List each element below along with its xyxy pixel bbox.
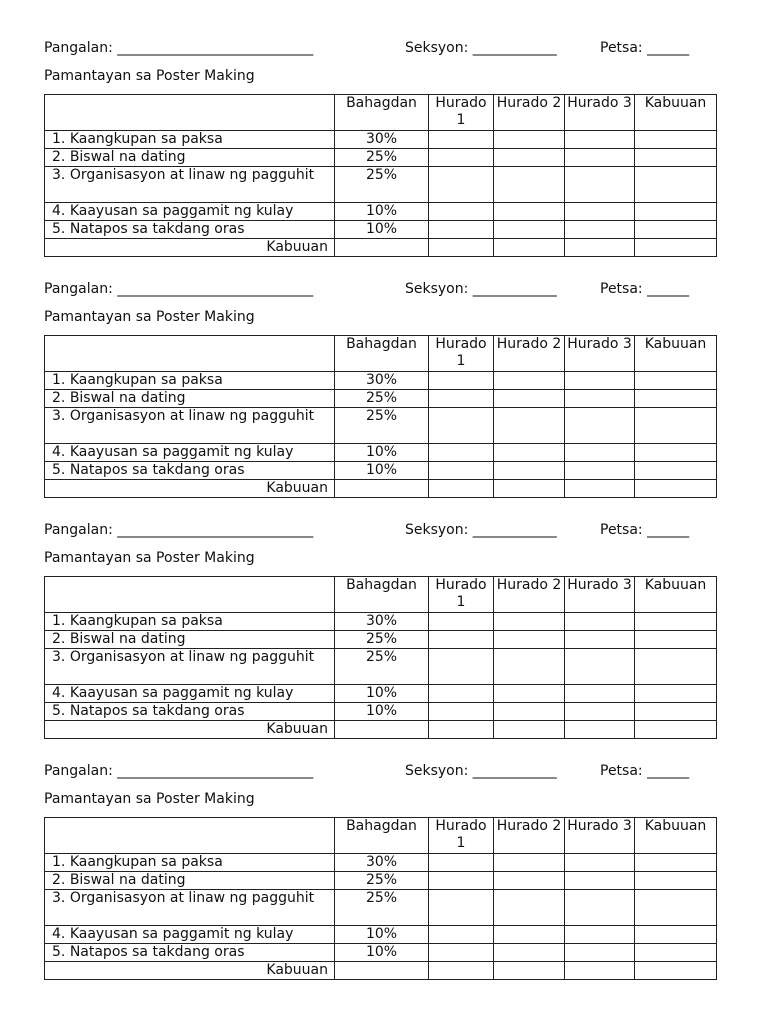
judge2-header: Hurado 2	[494, 95, 565, 131]
judge3-score-cell[interactable]	[565, 221, 635, 239]
form-header	[44, 520, 718, 542]
criterion-text: Organisasyon at linaw ng pagguhit	[69, 649, 315, 665]
judge3-score-cell[interactable]	[565, 408, 635, 444]
percent-cell: 10%	[335, 685, 429, 703]
criterion-text: Kaangkupan sa paksa	[69, 854, 223, 870]
judge1-score-cell[interactable]	[429, 203, 494, 221]
criterion-number: 5.	[52, 944, 66, 960]
criterion-text: Kaayusan sa paggamit ng kulay	[69, 444, 294, 460]
judge2-score-cell[interactable]	[494, 149, 565, 167]
criterion-number: 3.	[52, 649, 66, 665]
judge2-score-cell[interactable]	[494, 131, 565, 149]
rubric-table	[44, 817, 717, 980]
judge3-score-cell[interactable]	[565, 462, 635, 480]
judge1-score-cell[interactable]	[429, 649, 494, 685]
criterion-number: 2.	[52, 149, 66, 165]
section-field-label: Seksyon: ____________	[405, 763, 557, 779]
table-header-row	[45, 577, 717, 613]
judge2-score-cell[interactable]	[494, 390, 565, 408]
percent-cell: 25%	[335, 390, 429, 408]
judge3-score-cell[interactable]	[565, 167, 635, 203]
criteria-header	[45, 818, 335, 854]
table-row	[45, 703, 717, 721]
judge1-score-cell[interactable]	[429, 372, 494, 390]
judge3-score-cell[interactable]	[565, 372, 635, 390]
table-row	[45, 131, 717, 149]
row-total-cell[interactable]	[635, 462, 717, 480]
form-header	[44, 761, 718, 783]
judge3-score-cell[interactable]	[565, 872, 635, 890]
judge1-score-cell[interactable]	[429, 926, 494, 944]
judge1-header: Hurado 1	[429, 336, 494, 372]
row-total-cell[interactable]	[635, 372, 717, 390]
percent-cell: 10%	[335, 462, 429, 480]
criterion-cell	[45, 613, 335, 631]
row-total-cell[interactable]	[635, 408, 717, 444]
criterion-number: 5.	[52, 462, 66, 478]
criterion-number: 5.	[52, 221, 66, 237]
table-row	[45, 408, 717, 444]
criterion-text: Biswal na dating	[69, 872, 186, 888]
judge2-header: Hurado 2	[494, 818, 565, 854]
judge3-score-cell[interactable]	[565, 890, 635, 926]
row-total-cell[interactable]	[635, 685, 717, 703]
form-subtitle: Pamantayan sa Poster Making	[44, 550, 255, 566]
criterion-number: 5.	[52, 703, 66, 719]
judge3-score-cell[interactable]	[565, 854, 635, 872]
table-row	[45, 890, 717, 926]
table-row	[45, 926, 717, 944]
judge1-total-cell[interactable]	[429, 721, 494, 739]
total-header: Kabuuan	[635, 95, 717, 131]
judge1-header: Hurado 1	[429, 577, 494, 613]
row-total-cell[interactable]	[635, 944, 717, 962]
percent-cell: 30%	[335, 131, 429, 149]
criterion-text: Organisasyon at linaw ng pagguhit	[69, 408, 315, 424]
judge2-score-cell[interactable]	[494, 890, 565, 926]
criteria-header	[45, 336, 335, 372]
judge2-score-cell[interactable]	[494, 203, 565, 221]
criterion-cell	[45, 372, 335, 390]
criterion-text: Biswal na dating	[69, 149, 186, 165]
name-field-label: Pangalan: ____________________________	[44, 763, 314, 779]
row-total-cell[interactable]	[635, 854, 717, 872]
judge2-score-cell[interactable]	[494, 631, 565, 649]
criterion-text: Natapos sa takdang oras	[69, 221, 245, 237]
row-total-cell[interactable]	[635, 872, 717, 890]
form-header	[44, 38, 718, 60]
judge3-total-cell[interactable]	[565, 239, 635, 257]
table-row	[45, 872, 717, 890]
criterion-cell	[45, 390, 335, 408]
criteria-header	[45, 95, 335, 131]
row-total-cell[interactable]	[635, 631, 717, 649]
percent-header: Bahagdan	[335, 95, 429, 131]
percent-cell: 10%	[335, 444, 429, 462]
row-total-cell[interactable]	[635, 131, 717, 149]
criterion-number: 4.	[52, 685, 66, 701]
judge3-score-cell[interactable]	[565, 131, 635, 149]
criterion-cell	[45, 149, 335, 167]
judge2-score-cell[interactable]	[494, 444, 565, 462]
judge1-score-cell[interactable]	[429, 149, 494, 167]
percent-cell: 25%	[335, 649, 429, 685]
total-percent-cell	[335, 962, 429, 980]
criterion-text: Kaayusan sa paggamit ng kulay	[69, 685, 294, 701]
criterion-text: Kaangkupan sa paksa	[69, 372, 223, 388]
judge2-total-cell[interactable]	[494, 962, 565, 980]
criterion-text: Kaayusan sa paggamit ng kulay	[69, 203, 294, 219]
total-percent-cell	[335, 721, 429, 739]
criterion-cell	[45, 854, 335, 872]
judge1-score-cell[interactable]	[429, 890, 494, 926]
criterion-cell	[45, 408, 335, 444]
percent-cell: 25%	[335, 167, 429, 203]
section-field-label: Seksyon: ____________	[405, 281, 557, 297]
criterion-cell	[45, 131, 335, 149]
table-row	[45, 390, 717, 408]
criterion-text: Natapos sa takdang oras	[69, 703, 245, 719]
date-field-label: Petsa: ______	[600, 763, 690, 779]
table-row	[45, 685, 717, 703]
criterion-cell	[45, 444, 335, 462]
judge3-score-cell[interactable]	[565, 685, 635, 703]
criterion-text: Kaayusan sa paggamit ng kulay	[69, 926, 294, 942]
judge3-header: Hurado 3	[565, 95, 635, 131]
criterion-cell	[45, 685, 335, 703]
row-total-cell[interactable]	[635, 703, 717, 721]
judge2-score-cell[interactable]	[494, 703, 565, 721]
judge2-total-cell[interactable]	[494, 239, 565, 257]
judge3-header: Hurado 3	[565, 577, 635, 613]
row-total-cell[interactable]	[635, 444, 717, 462]
judge3-score-cell[interactable]	[565, 613, 635, 631]
table-row	[45, 149, 717, 167]
judge2-score-cell[interactable]	[494, 944, 565, 962]
criterion-text: Biswal na dating	[69, 631, 186, 647]
judge2-header: Hurado 2	[494, 577, 565, 613]
criterion-number: 1.	[52, 372, 66, 388]
table-header-row	[45, 336, 717, 372]
criterion-cell	[45, 631, 335, 649]
judge3-header: Hurado 3	[565, 818, 635, 854]
criterion-cell	[45, 649, 335, 685]
judge1-header: Hurado 1	[429, 95, 494, 131]
judge1-score-cell[interactable]	[429, 408, 494, 444]
judge1-score-cell[interactable]	[429, 631, 494, 649]
judge2-score-cell[interactable]	[494, 462, 565, 480]
judge1-score-cell[interactable]	[429, 390, 494, 408]
percent-cell: 10%	[335, 221, 429, 239]
table-row	[45, 854, 717, 872]
table-row	[45, 203, 717, 221]
rubric-table	[44, 335, 717, 498]
total-row	[45, 239, 717, 257]
criterion-cell	[45, 872, 335, 890]
criterion-cell	[45, 926, 335, 944]
grand-total-cell[interactable]	[635, 721, 717, 739]
date-field-label: Petsa: ______	[600, 40, 690, 56]
row-total-cell[interactable]	[635, 221, 717, 239]
judge3-total-cell[interactable]	[565, 480, 635, 498]
percent-cell: 25%	[335, 149, 429, 167]
total-row	[45, 480, 717, 498]
criterion-text: Kaangkupan sa paksa	[69, 131, 223, 147]
judge1-score-cell[interactable]	[429, 613, 494, 631]
judge3-score-cell[interactable]	[565, 649, 635, 685]
criteria-header	[45, 577, 335, 613]
judge1-score-cell[interactable]	[429, 444, 494, 462]
criterion-text: Natapos sa takdang oras	[69, 944, 245, 960]
row-total-cell[interactable]	[635, 890, 717, 926]
judge3-header: Hurado 3	[565, 336, 635, 372]
judge2-score-cell[interactable]	[494, 649, 565, 685]
percent-header: Bahagdan	[335, 577, 429, 613]
criterion-cell	[45, 203, 335, 221]
judge2-score-cell[interactable]	[494, 872, 565, 890]
name-field-label: Pangalan: ____________________________	[44, 40, 314, 56]
percent-header: Bahagdan	[335, 336, 429, 372]
row-total-cell[interactable]	[635, 926, 717, 944]
row-total-cell[interactable]	[635, 649, 717, 685]
name-field-label: Pangalan: ____________________________	[44, 522, 314, 538]
rubric-form-4	[44, 761, 718, 978]
percent-cell: 30%	[335, 854, 429, 872]
percent-cell: 25%	[335, 872, 429, 890]
section-field-label: Seksyon: ____________	[405, 40, 557, 56]
criterion-cell	[45, 890, 335, 926]
percent-cell: 10%	[335, 926, 429, 944]
criterion-text: Organisasyon at linaw ng pagguhit	[69, 167, 315, 183]
criterion-number: 1.	[52, 613, 66, 629]
total-row-label: Kabuuan	[45, 480, 335, 498]
criterion-number: 3.	[52, 167, 66, 183]
judge3-score-cell[interactable]	[565, 444, 635, 462]
row-total-cell[interactable]	[635, 203, 717, 221]
grand-total-cell[interactable]	[635, 962, 717, 980]
table-row	[45, 649, 717, 685]
total-header: Kabuuan	[635, 818, 717, 854]
rubric-table	[44, 576, 717, 739]
criterion-cell	[45, 221, 335, 239]
row-total-cell[interactable]	[635, 390, 717, 408]
criterion-cell	[45, 703, 335, 721]
table-row	[45, 631, 717, 649]
table-header-row	[45, 95, 717, 131]
criterion-number: 1.	[52, 131, 66, 147]
judge3-score-cell[interactable]	[565, 149, 635, 167]
criterion-cell	[45, 944, 335, 962]
judge2-score-cell[interactable]	[494, 854, 565, 872]
judge1-score-cell[interactable]	[429, 872, 494, 890]
table-row	[45, 613, 717, 631]
criterion-cell	[45, 167, 335, 203]
criterion-number: 4.	[52, 203, 66, 219]
row-total-cell[interactable]	[635, 167, 717, 203]
row-total-cell[interactable]	[635, 149, 717, 167]
total-header: Kabuuan	[635, 577, 717, 613]
criterion-number: 3.	[52, 890, 66, 906]
percent-cell: 25%	[335, 631, 429, 649]
table-row	[45, 462, 717, 480]
judge1-score-cell[interactable]	[429, 167, 494, 203]
date-field-label: Petsa: ______	[600, 281, 690, 297]
criterion-text: Natapos sa takdang oras	[69, 462, 245, 478]
judge3-total-cell[interactable]	[565, 721, 635, 739]
percent-cell: 25%	[335, 890, 429, 926]
judge3-score-cell[interactable]	[565, 703, 635, 721]
judge1-score-cell[interactable]	[429, 131, 494, 149]
judge1-score-cell[interactable]	[429, 944, 494, 962]
judge3-score-cell[interactable]	[565, 203, 635, 221]
percent-cell: 30%	[335, 613, 429, 631]
form-subtitle: Pamantayan sa Poster Making	[44, 791, 255, 807]
judge2-total-cell[interactable]	[494, 721, 565, 739]
judge1-score-cell[interactable]	[429, 854, 494, 872]
percent-cell: 10%	[335, 203, 429, 221]
judge2-score-cell[interactable]	[494, 685, 565, 703]
total-row-label: Kabuuan	[45, 962, 335, 980]
judge2-header: Hurado 2	[494, 336, 565, 372]
grand-total-cell[interactable]	[635, 239, 717, 257]
rubric-form-2	[44, 279, 718, 496]
table-header-row	[45, 818, 717, 854]
criterion-number: 2.	[52, 872, 66, 888]
table-row	[45, 944, 717, 962]
criterion-text: Kaangkupan sa paksa	[69, 613, 223, 629]
judge1-total-cell[interactable]	[429, 962, 494, 980]
criterion-text: Biswal na dating	[69, 390, 186, 406]
row-total-cell[interactable]	[635, 613, 717, 631]
judge1-total-cell[interactable]	[429, 480, 494, 498]
judge1-header: Hurado 1	[429, 818, 494, 854]
criterion-cell	[45, 462, 335, 480]
name-field-label: Pangalan: ____________________________	[44, 281, 314, 297]
criterion-number: 4.	[52, 444, 66, 460]
criterion-number: 4.	[52, 926, 66, 942]
judge2-score-cell[interactable]	[494, 167, 565, 203]
judge3-score-cell[interactable]	[565, 390, 635, 408]
percent-cell: 25%	[335, 408, 429, 444]
criterion-number: 2.	[52, 631, 66, 647]
form-subtitle: Pamantayan sa Poster Making	[44, 309, 255, 325]
percent-cell: 10%	[335, 944, 429, 962]
total-row-label: Kabuuan	[45, 721, 335, 739]
judge2-score-cell[interactable]	[494, 613, 565, 631]
total-percent-cell	[335, 239, 429, 257]
table-row	[45, 444, 717, 462]
judge1-score-cell[interactable]	[429, 703, 494, 721]
total-row	[45, 962, 717, 980]
percent-header: Bahagdan	[335, 818, 429, 854]
total-percent-cell	[335, 480, 429, 498]
rubric-table	[44, 94, 717, 257]
criterion-number: 1.	[52, 854, 66, 870]
judge2-score-cell[interactable]	[494, 221, 565, 239]
judge1-score-cell[interactable]	[429, 462, 494, 480]
judge1-total-cell[interactable]	[429, 239, 494, 257]
percent-cell: 30%	[335, 372, 429, 390]
date-field-label: Petsa: ______	[600, 522, 690, 538]
judge3-score-cell[interactable]	[565, 944, 635, 962]
table-row	[45, 167, 717, 203]
judge2-total-cell[interactable]	[494, 480, 565, 498]
criterion-number: 3.	[52, 408, 66, 424]
judge2-score-cell[interactable]	[494, 408, 565, 444]
total-header: Kabuuan	[635, 336, 717, 372]
total-row-label: Kabuuan	[45, 239, 335, 257]
section-field-label: Seksyon: ____________	[405, 522, 557, 538]
percent-cell: 10%	[335, 703, 429, 721]
rubric-form-1	[44, 38, 718, 255]
table-row	[45, 372, 717, 390]
judge2-score-cell[interactable]	[494, 372, 565, 390]
judge1-score-cell[interactable]	[429, 221, 494, 239]
criterion-number: 2.	[52, 390, 66, 406]
grand-total-cell[interactable]	[635, 480, 717, 498]
judge3-score-cell[interactable]	[565, 631, 635, 649]
judge3-total-cell[interactable]	[565, 962, 635, 980]
form-subtitle: Pamantayan sa Poster Making	[44, 68, 255, 84]
judge1-score-cell[interactable]	[429, 685, 494, 703]
criterion-text: Organisasyon at linaw ng pagguhit	[69, 890, 315, 906]
total-row	[45, 721, 717, 739]
judge2-score-cell[interactable]	[494, 926, 565, 944]
table-row	[45, 221, 717, 239]
form-header	[44, 279, 718, 301]
rubric-form-3	[44, 520, 718, 737]
judge3-score-cell[interactable]	[565, 926, 635, 944]
